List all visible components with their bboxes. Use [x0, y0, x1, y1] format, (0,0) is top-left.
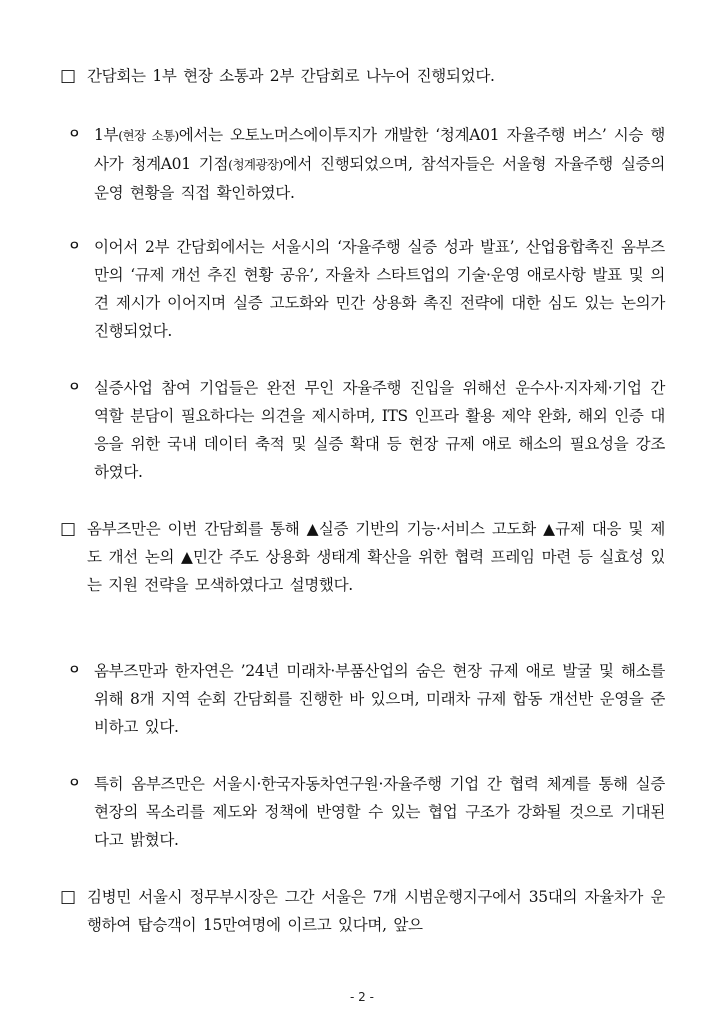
circle-bullet: ㅇ — [68, 663, 81, 678]
paragraph-text — [68, 121, 665, 207]
circle-bullet: ㅇ — [68, 127, 81, 142]
paragraph-8 — [60, 883, 665, 939]
text-run-small: (현장 소통) — [118, 128, 179, 143]
paragraph-2 — [68, 121, 665, 207]
square-bullet: □ — [60, 887, 76, 907]
circle-bullet: ㅇ — [68, 239, 81, 254]
paragraph-1 — [60, 62, 665, 90]
paragraph-text: 특히 옴부즈만은 서울시·한국자동차연구원·자율주행 기업 간 협력 체계를 통해 실증 현장의 목소리를 제도와 정책에 반영할 수 있는 협업 구조가 강화될 것으로 기대된다고 밝혔다. — [94, 775, 665, 849]
paragraph-text: 옴부즈만과 한자연은 ’24년 미래차·부품산업의 숨은 현장 규제 애로 발굴 및 해소를 위해 8개 지역 순회 간담회를 진행한 바 있으며, 미래차 규제 합동 개선반 운영을 준비하고 있다. — [94, 662, 665, 736]
circle-bullet: ㅇ — [68, 380, 81, 395]
paragraph-7 — [68, 770, 665, 854]
paragraph-5 — [60, 515, 665, 599]
paragraph-text: 간담회는 1부 현장 소통과 2부 간담회로 나누어 진행되었다. — [87, 67, 495, 85]
paragraph-text: 이어서 2부 간담회에서는 서울시의 ‘자율주행 실증 성과 발표’, 산업융합촉진 옴부즈만의 ‘규제 개선 추진 현황 공유’, 자율차 스타트업의 기술·운영 애로사항 발표 및 의견 제시가 이어지며 실증 고도화와 민간 상용화 촉진 전략에 대한 심도 있는 논의가 진행되었다. — [94, 238, 665, 340]
circle-bullet: ㅇ — [68, 776, 81, 791]
text-run-small: (청계광장) — [228, 157, 283, 172]
paragraph-6 — [68, 657, 665, 741]
paragraph-3 — [68, 233, 665, 345]
paragraph-text: 실증사업 참여 기업들은 완전 무인 자율주행 진입을 위해선 운수사·지자체·기업 간 역할 분담이 필요하다는 의견을 제시하며, ITS 인프라 활용 제약 완화, 해외 인증 대응을 위한 국내 데이터 축적 및 실증 확대 등 현장 규제 애로 해소의 필요성을 강조하였다. — [94, 379, 665, 481]
text-run: 에서는 오토노머스에이투지가 개발한 ‘청계A01 자율주행 버스’ 시승 행사가 청계A01 기점 — [94, 126, 665, 173]
paragraph-text: 김병민 서울시 정무부시장은 그간 서울은 7개 시범운행지구에서 35대의 자율차가 운행하여 탑승객이 15만여명에 이르고 있다며, 앞으 — [87, 888, 665, 934]
square-bullet: □ — [60, 66, 76, 86]
paragraph-4 — [68, 374, 665, 486]
text-run: 1부 — [94, 126, 119, 144]
page-number: - 2 - — [350, 990, 374, 1004]
paragraph-text: 옴부즈만은 이번 간담회를 통해 ▲실증 기반의 기능·서비스 고도화 ▲규제 대응 및 제도 개선 논의 ▲민간 주도 상용화 생태계 확산을 위한 협력 프레임 마련 등 실효성 있는 지원 전략을 모색하였다고 설명했다. — [87, 520, 665, 594]
square-bullet: □ — [60, 519, 76, 539]
text-run: 에서 진행되었으며, 참석자들은 서울형 자율주행 실증의 운영 현황을 직접 확인하였다. — [94, 155, 666, 202]
